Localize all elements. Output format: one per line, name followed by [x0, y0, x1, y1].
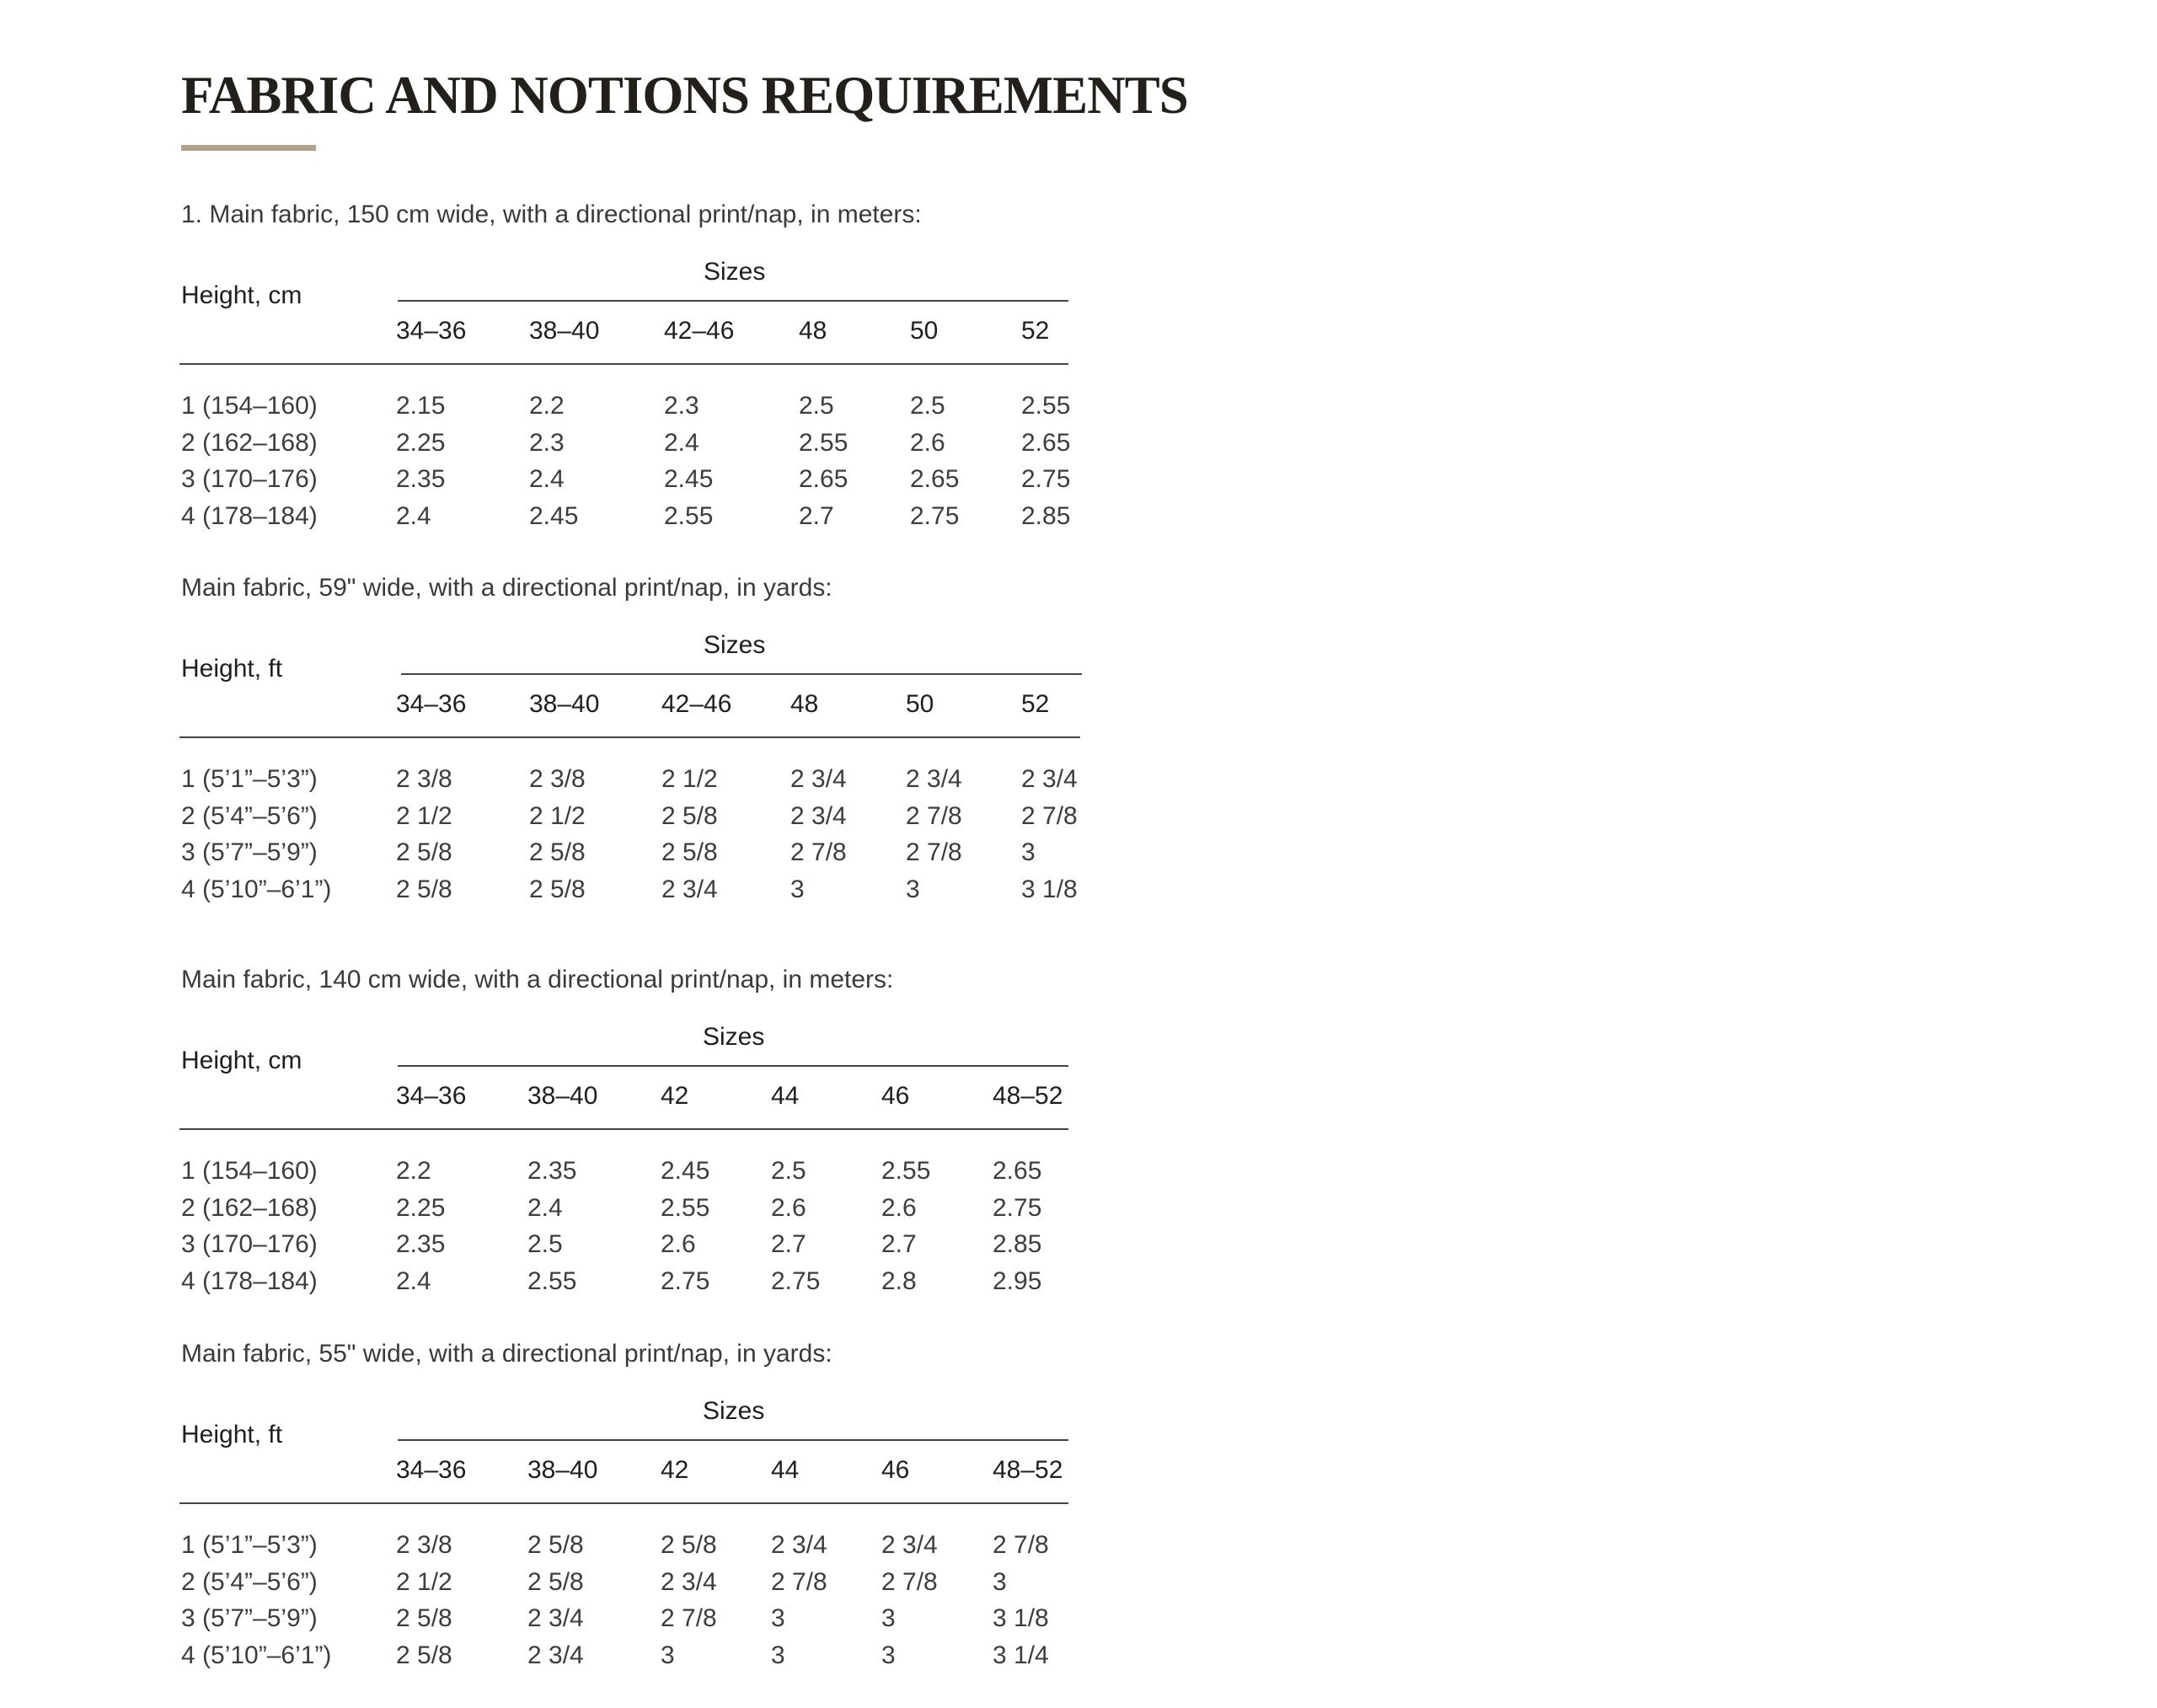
table-cell: 2.95: [993, 1266, 1042, 1295]
table-cell: 2.15: [396, 392, 446, 420]
row-height-label: 3 (170–176): [181, 1230, 318, 1258]
table-cell: 2.55: [881, 1157, 931, 1185]
table-cell: 2.85: [993, 1230, 1042, 1258]
table-cell: 2.35: [396, 465, 446, 493]
height-label: Height, cm: [181, 281, 302, 309]
table-cell: 2.75: [993, 1193, 1042, 1222]
size-column-header: 42: [661, 1456, 689, 1484]
size-column-header: 38–40: [527, 1456, 598, 1484]
table-caption: Main fabric, 59" wide, with a directional print/nap, in yards:: [181, 574, 832, 602]
table-cell: 2.65: [993, 1157, 1042, 1185]
table-cell: 2 3/4: [1021, 765, 1078, 793]
table-cell: 2 5/8: [396, 875, 452, 903]
title-underline: [181, 145, 316, 151]
sizes-label: Sizes: [704, 258, 766, 286]
table-cell: 2.5: [910, 392, 945, 420]
table-cell: 2 1/2: [661, 765, 718, 793]
size-column-header: 44: [771, 1456, 800, 1484]
row-height-label: 1 (5’1”–5’3”): [181, 765, 318, 793]
table-cell: 2 5/8: [661, 838, 718, 866]
size-column-header: 44: [771, 1082, 800, 1110]
table-cell: 2 5/8: [396, 838, 452, 866]
table-cell: 3 1/8: [993, 1604, 1049, 1632]
table-cell: 2 5/8: [661, 1531, 717, 1559]
row-height-label: 4 (5’10”–6’1”): [181, 875, 332, 903]
table-cell: 2.65: [1021, 428, 1071, 457]
row-height-label: 1 (154–160): [181, 392, 318, 420]
table-cell: 2 7/8: [661, 1604, 717, 1632]
table-cell: 2.5: [799, 392, 834, 420]
table-cell: 2.7: [881, 1230, 917, 1258]
table-cell: 2 5/8: [396, 1604, 452, 1632]
table-cell: 2.8: [881, 1266, 917, 1295]
table-cell: 2.3: [529, 428, 565, 457]
size-column-header: 46: [881, 1082, 910, 1110]
table-cell: 2 7/8: [790, 838, 847, 866]
row-height-label: 3 (5’7”–5’9”): [181, 838, 318, 866]
table-cell: 2 7/8: [771, 1567, 827, 1596]
table-cell: 2 3/4: [790, 801, 847, 830]
table-caption: Main fabric, 55" wide, with a directional print/nap, in yards:: [181, 1340, 832, 1368]
size-column-header: 34–36: [396, 690, 467, 718]
page-title: FABRIC AND NOTIONS REQUIREMENTS: [181, 66, 1188, 125]
table-caption: 1. Main fabric, 150 cm wide, with a directional print/nap, in meters:: [181, 201, 922, 228]
table-cell: 2 3/4: [771, 1531, 827, 1559]
header-rule: [179, 736, 1080, 738]
size-column-header: 38–40: [529, 317, 600, 345]
size-column-header: 38–40: [527, 1082, 598, 1110]
table-cell: 2 7/8: [881, 1567, 938, 1596]
sizes-label: Sizes: [704, 631, 766, 659]
table-cell: 2 3/4: [790, 765, 847, 793]
table-cell: 2.45: [529, 501, 579, 530]
table-cell: 2.4: [527, 1193, 563, 1222]
sizes-rule: [401, 673, 1082, 675]
row-height-label: 1 (154–160): [181, 1157, 318, 1185]
sizes-label: Sizes: [703, 1397, 765, 1425]
sizes-label: Sizes: [703, 1023, 765, 1051]
table-cell: 2 3/8: [396, 765, 452, 793]
height-label: Height, ft: [181, 655, 283, 683]
table-cell: 2 3/4: [906, 765, 962, 793]
table-cell: 2.35: [396, 1230, 446, 1258]
table-cell: 2 7/8: [1021, 801, 1078, 830]
size-column-header: 50: [910, 317, 939, 345]
table-cell: 3 1/4: [993, 1641, 1049, 1669]
table-cell: 2.7: [771, 1230, 806, 1258]
size-column-header: 34–36: [396, 1082, 467, 1110]
size-column-header: 34–36: [396, 1456, 467, 1484]
table-cell: 2.6: [910, 428, 945, 457]
table-cell: 2 1/2: [396, 1567, 452, 1596]
table-cell: 2.55: [527, 1266, 577, 1295]
table-cell: 3 1/8: [1021, 875, 1078, 903]
table-cell: 3: [790, 875, 805, 903]
row-height-label: 2 (162–168): [181, 428, 318, 457]
table-cell: 2 3/8: [529, 765, 586, 793]
table-cell: 2.6: [771, 1193, 806, 1222]
table-cell: 2 7/8: [993, 1531, 1049, 1559]
row-height-label: 3 (5’7”–5’9”): [181, 1604, 318, 1632]
table-cell: 2 3/4: [661, 1567, 717, 1596]
table-cell: 2 3/4: [527, 1641, 584, 1669]
size-column-header: 42: [661, 1082, 689, 1110]
table-cell: 2 1/2: [396, 801, 452, 830]
table-cell: 3: [1021, 838, 1036, 866]
table-cell: 3: [881, 1641, 896, 1669]
table-cell: 2.2: [396, 1157, 431, 1185]
table-cell: 3: [881, 1604, 896, 1632]
size-column-header: 42–46: [661, 690, 732, 718]
table-cell: 2.5: [527, 1230, 563, 1258]
table-cell: 2.45: [664, 465, 714, 493]
table-cell: 2.2: [529, 392, 565, 420]
table-cell: 2.3: [664, 392, 699, 420]
row-height-label: 4 (5’10”–6’1”): [181, 1641, 332, 1669]
row-height-label: 2 (5’4”–5’6”): [181, 1567, 318, 1596]
table-cell: 2.35: [527, 1157, 577, 1185]
table-cell: 2 5/8: [529, 875, 586, 903]
table-cell: 2 5/8: [527, 1531, 584, 1559]
table-cell: 2.4: [664, 428, 699, 457]
header-rule: [179, 1502, 1068, 1504]
row-height-label: 2 (5’4”–5’6”): [181, 801, 318, 830]
table-cell: 3: [771, 1641, 785, 1669]
height-label: Height, ft: [181, 1421, 283, 1448]
table-cell: 2.55: [799, 428, 848, 457]
table-cell: 2 5/8: [527, 1567, 584, 1596]
size-column-header: 48–52: [993, 1456, 1063, 1484]
sizes-rule: [398, 1439, 1068, 1441]
size-column-header: 46: [881, 1456, 910, 1484]
sizes-rule: [398, 1065, 1068, 1067]
table-cell: 3: [993, 1567, 1007, 1596]
table-cell: 2 5/8: [396, 1641, 452, 1669]
table-cell: 2.6: [881, 1193, 917, 1222]
header-rule: [179, 1128, 1068, 1130]
table-cell: 2.75: [771, 1266, 821, 1295]
table-cell: 2.6: [661, 1230, 696, 1258]
table-cell: 2.75: [1021, 465, 1071, 493]
size-column-header: 50: [906, 690, 934, 718]
table-cell: 2 5/8: [529, 838, 586, 866]
size-column-header: 52: [1021, 317, 1050, 345]
table-cell: 2.75: [910, 501, 960, 530]
table-cell: 3: [906, 875, 920, 903]
table-cell: 2 1/2: [529, 801, 586, 830]
header-rule: [179, 363, 1068, 365]
table-cell: 2.65: [910, 465, 960, 493]
table-cell: 2 3/4: [661, 875, 718, 903]
table-cell: 2.25: [396, 1193, 446, 1222]
table-cell: 2.7: [799, 501, 834, 530]
table-cell: 2.4: [396, 1266, 431, 1295]
row-height-label: 3 (170–176): [181, 465, 318, 493]
height-label: Height, cm: [181, 1047, 302, 1074]
table-cell: 2 7/8: [906, 801, 962, 830]
table-cell: 2.65: [799, 465, 848, 493]
sizes-rule: [398, 300, 1068, 302]
size-column-header: 34–36: [396, 317, 467, 345]
row-height-label: 1 (5’1”–5’3”): [181, 1531, 318, 1559]
table-cell: 2.25: [396, 428, 446, 457]
table-cell: 2 3/8: [396, 1531, 452, 1559]
table-cell: 3: [771, 1604, 785, 1632]
table-cell: 2.5: [771, 1157, 806, 1185]
table-cell: 2.4: [396, 501, 431, 530]
table-cell: 2.55: [664, 501, 714, 530]
row-height-label: 4 (178–184): [181, 1266, 318, 1295]
table-cell: 2 7/8: [906, 838, 962, 866]
table-caption: Main fabric, 140 cm wide, with a directional print/nap, in meters:: [181, 966, 894, 993]
table-cell: 3: [661, 1641, 675, 1669]
row-height-label: 2 (162–168): [181, 1193, 318, 1222]
table-cell: 2.55: [1021, 392, 1071, 420]
size-column-header: 48–52: [993, 1082, 1063, 1110]
table-cell: 2 5/8: [661, 801, 718, 830]
table-cell: 2 3/4: [527, 1604, 584, 1632]
size-column-header: 52: [1021, 690, 1050, 718]
size-column-header: 48: [790, 690, 819, 718]
size-column-header: 48: [799, 317, 827, 345]
table-cell: 2.55: [661, 1193, 710, 1222]
row-height-label: 4 (178–184): [181, 501, 318, 530]
table-cell: 2.85: [1021, 501, 1071, 530]
table-cell: 2.75: [661, 1266, 710, 1295]
table-cell: 2.4: [529, 465, 565, 493]
table-cell: 2 3/4: [881, 1531, 938, 1559]
size-column-header: 42–46: [664, 317, 735, 345]
table-cell: 2.45: [661, 1157, 710, 1185]
size-column-header: 38–40: [529, 690, 600, 718]
